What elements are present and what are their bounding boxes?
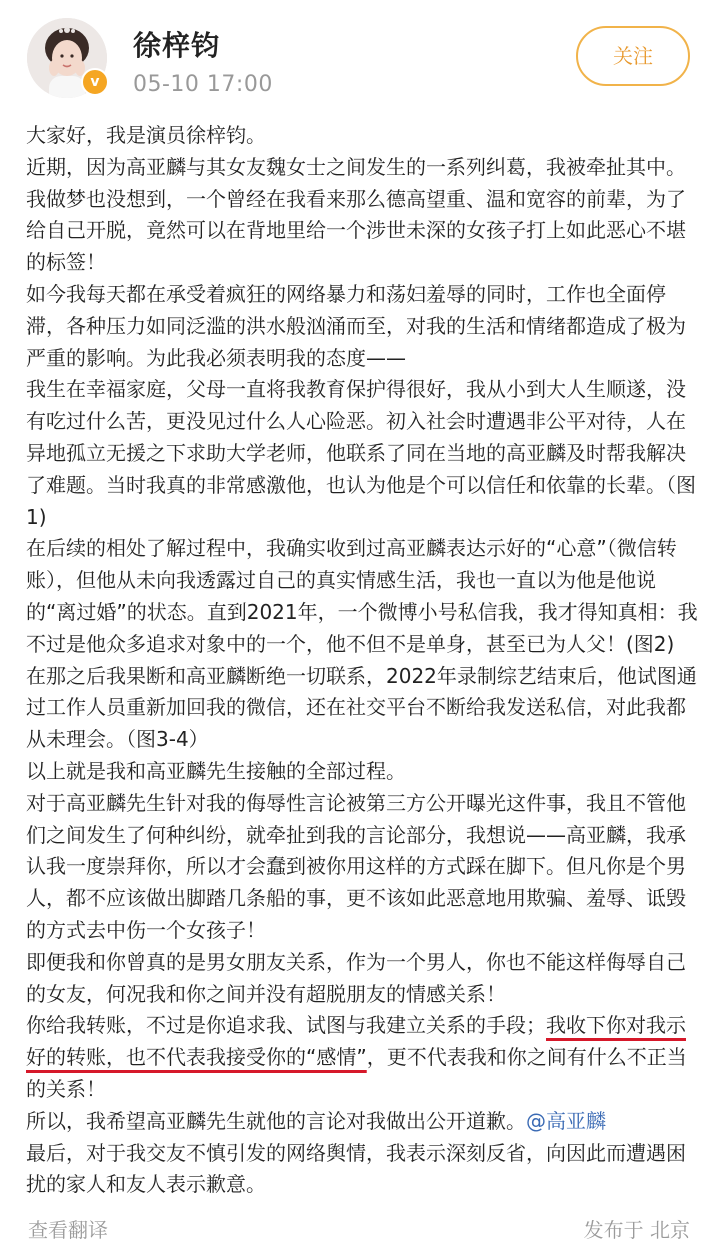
- follow-button[interactable]: 关注: [576, 26, 690, 86]
- paragraph-11-text: 所以，我希望高亚麟先生就他的言论对我做出公开道歉。: [26, 1108, 526, 1133]
- paragraph-10-part-c: ，更不代表我和你之间有什么不正当的关系！: [26, 1045, 687, 1101]
- paragraph-9: 即便我和你曾真的是男女朋友关系，作为一个男人，你也不能这样侮辱自己的女友，何况我和你之间并没有超脱朋友的情感关系！: [26, 949, 686, 1006]
- post-header: [0, 0, 716, 118]
- paragraph-12: 最后，对于我交友不慎引发的网络舆情，我表示深刻反省，向因此而遭遇困扰的家人和友人表示歉意。: [26, 1140, 686, 1197]
- author-name[interactable]: 徐梓钧: [133, 29, 221, 62]
- mention-link[interactable]: @高亚麟: [526, 1108, 606, 1133]
- post-timestamp: 05-10 17:00: [133, 72, 273, 97]
- verified-badge-icon: v: [81, 68, 109, 96]
- post-footer: [0, 1214, 716, 1246]
- paragraph-11: [26, 1106, 698, 1138]
- paragraph-2: 近期，因为高亚麟与其女友魏女士之间发生的一系列纠葛，我被牵扯其中。我做梦也没想到，一个曾经在我看来那么德高望重、温和宽容的前辈，为了给自己开脱，竟然可以在背地里给一个涉世未深的女孩子打上如此恶心不堪的标签！: [26, 154, 686, 275]
- paragraph-8: 对于高亚麟先生针对我的侮辱性言论被第三方公开曝光这件事，我且不管他们之间发生了何种纠纷，就牵扯到我的言论部分，我想说——高亚麟，我承认我一度崇拜你，所以才会蠢到被你用这样的方式踩在脚下。但凡你是个男人，都不应该做出脚踏几条船的事，更不该如此恶意地用欺骗、羞辱、诋毁的方式去中伤一个女孩子！: [26, 790, 686, 942]
- paragraph-1: 大家好，我是演员徐梓钧。: [26, 123, 266, 147]
- highlighted-sentence: 我收下你对我示好的转账，也不代表我接受你的“感情”: [26, 1013, 686, 1070]
- paragraph-6: 在那之后我果断和高亚麟断绝一切联系，2022年录制综艺结束后，他试图通过工作人员重新加回我的微信，还在社交平台不断给我发送私信，对此我都从未理会。（图3-4）: [26, 663, 697, 752]
- paragraph-5: 在后续的相处了解过程中，我确实收到过高亚麟表达示好的“心意”（微信转账），但他从未向我透露过自己的真实情感生活，我也一直以为他是他说的“离过婚”的状态。直到2021年，一个微博小号私信我，我才得知真相：我不过是他众多追求对象中的一个，他不但不是单身，甚至已为人父！(图2): [26, 536, 698, 656]
- post-body: [26, 120, 698, 1201]
- paragraph-7: 以上就是我和高亚麟先生接触的全部过程。: [26, 758, 406, 783]
- post-location: 发布于 北京: [583, 1218, 690, 1242]
- translate-link[interactable]: 查看翻译: [28, 1218, 108, 1242]
- paragraph-3: 如今我每天都在承受着疯狂的网络暴力和荡妇羞辱的同时，工作也全面停滞，各种压力如同泛滥的洪水般汹涌而至，对我的生活和情绪都造成了极为严重的影响。为此我必须表明我的态度——: [26, 281, 686, 370]
- paragraph-4: 我生在幸福家庭，父母一直将我教育保护得很好，我从小到大人生顺遂，没有吃过什么苦，更没见过什么人心险恶。初入社会时遭遇非公平对待，人在异地孤立无援之下求助大学老师，他联系了同在当地的高亚麟及时帮我解决了难题。当时我真的非常感激他，也认为他是个可以信任和依靠的长辈。（图1): [26, 377, 696, 529]
- paragraph-10-part-a: 你给我转账，不过是你追求我、试图与我建立关系的手段；: [26, 1013, 546, 1038]
- paragraph-10: [26, 1010, 698, 1105]
- avatar[interactable]: [27, 18, 107, 98]
